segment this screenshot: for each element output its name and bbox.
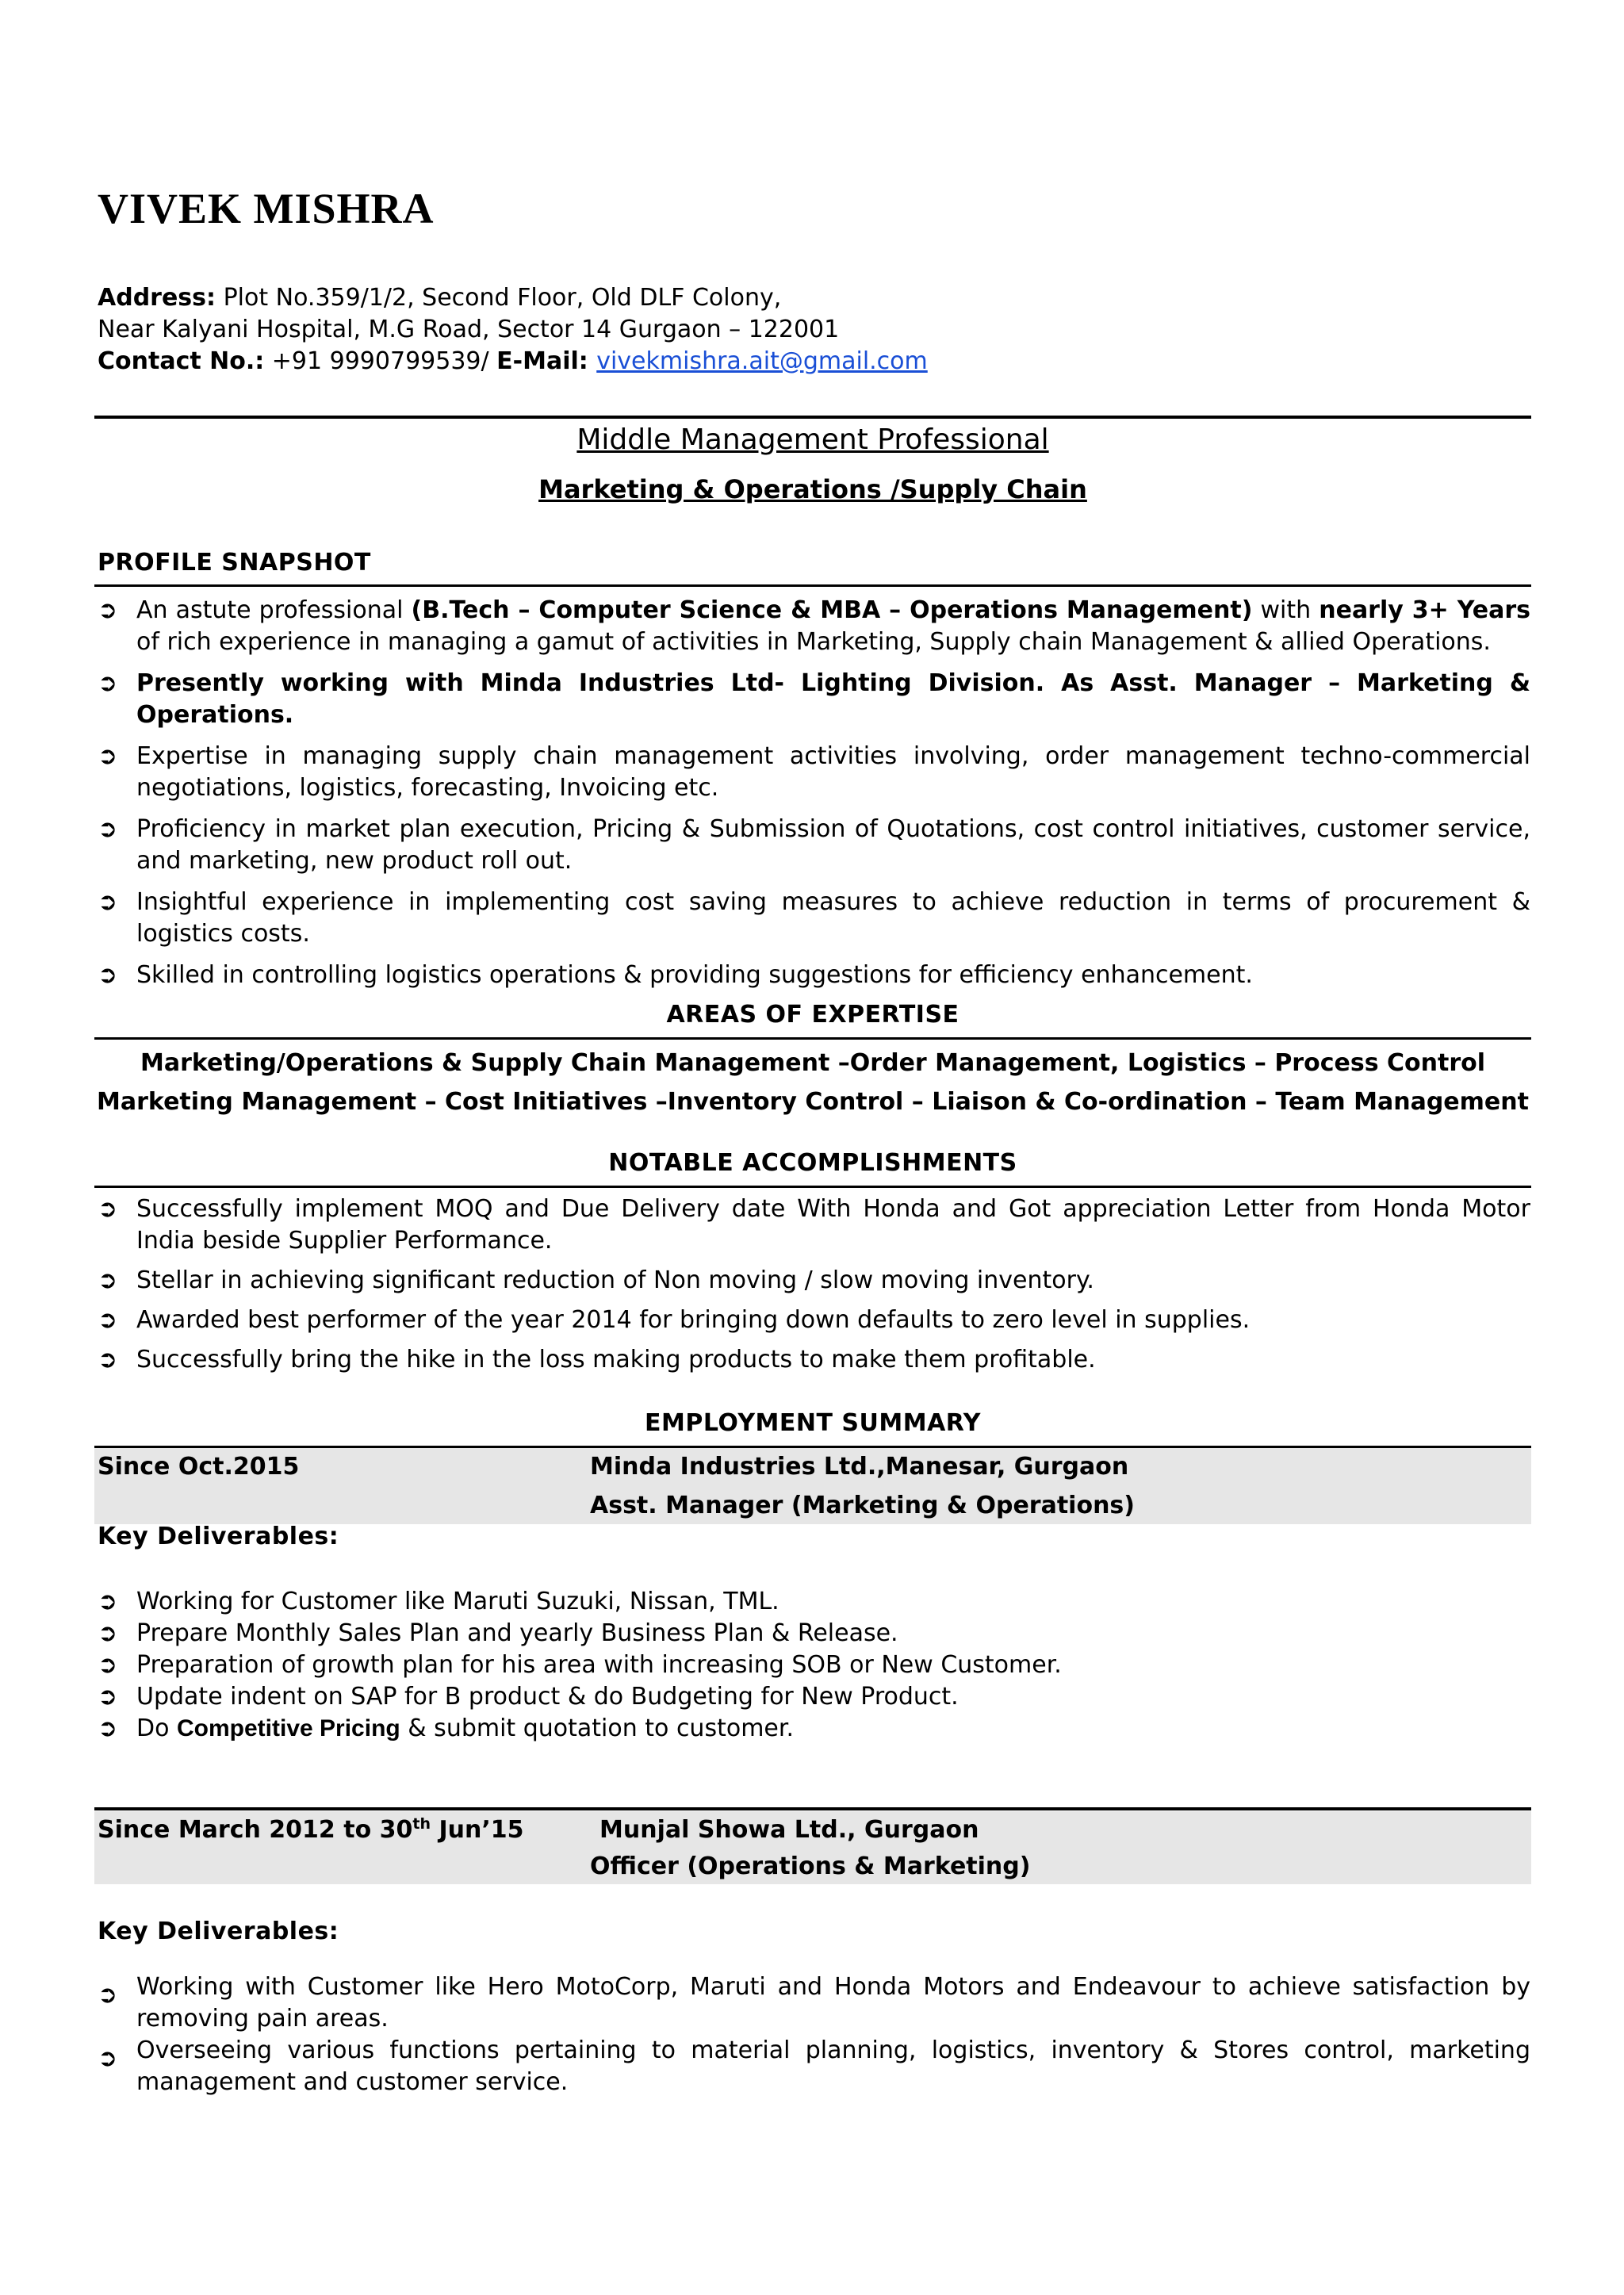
job2-period-sup: th: [412, 1815, 431, 1833]
expertise-line-2: Marketing Management – Cost Initiatives –Inventory Control – Liaison & Co-ordination – Team Management: [97, 1088, 1529, 1116]
arrow-bullet-icon: ➲: [98, 2044, 118, 2072]
list-item: [98, 1618, 1530, 1649]
job2-period: [98, 1816, 523, 1844]
accomplishments-divider: [94, 1186, 1531, 1188]
deliverable-text: Update indent on SAP for B product & do Budgeting for New Product.: [136, 1683, 959, 1711]
accomplishment-text: Awarded best performer of the year 2014 for bringing down defaults to zero level in supplies.: [136, 1306, 1251, 1334]
list-item: [98, 1305, 1530, 1336]
job2-role: Officer (Operations & Marketing): [590, 1852, 1031, 1880]
accomplishment-text: Stellar in achieving significant reduction of Non moving / slow moving inventory.: [136, 1266, 1094, 1294]
deliverable-text: & submit quotation to customer.: [400, 1715, 794, 1742]
job1-key-deliverables-label: Key Deliverables:: [98, 1523, 339, 1550]
list-item: [98, 1649, 1530, 1681]
email-link[interactable]: vivekmishra.ait@gmail.com: [596, 347, 928, 375]
profile-years: nearly 3+ Years: [1319, 596, 1530, 624]
current-position: Presently working with Minda Industries Ltd- Lighting Division. As Asst. Manager – Marketing & Operations.: [136, 669, 1530, 729]
expertise-title: AREAS OF EXPERTISE: [666, 1001, 959, 1029]
headline: Middle Management Professional: [576, 423, 1049, 456]
accomplishments-title: NOTABLE ACCOMPLISHMENTS: [608, 1149, 1017, 1177]
arrow-bullet-icon: ➲: [98, 1651, 118, 1679]
profile-degree: (B.Tech – Computer Science & MBA – Operations Management): [411, 596, 1253, 624]
deliverable-highlight: Competitive Pricing: [177, 1715, 400, 1741]
list-item: [98, 1265, 1530, 1297]
list-item: [98, 2035, 1530, 2098]
arrow-bullet-icon: ➲: [98, 815, 118, 843]
arrow-bullet-icon: ➲: [98, 1266, 118, 1294]
accomplishment-text: Successfully bring the hike in the loss making products to make them profitable.: [136, 1346, 1096, 1374]
arrow-bullet-icon: ➲: [98, 1306, 118, 1334]
contact-line: [98, 346, 1525, 377]
arrow-bullet-icon: ➲: [98, 1715, 118, 1742]
deliverable-text: Overseeing various functions pertaining to material planning, logistics, inventory & Stores control, marketing management and customer service.: [136, 2036, 1530, 2096]
job2-key-deliverables-label: Key Deliverables:: [98, 1918, 339, 1945]
address-line-1: [98, 282, 1525, 314]
deliverable-text: Preparation of growth plan for his area with increasing SOB or New Customer.: [136, 1651, 1062, 1679]
arrow-bullet-icon: ➲: [98, 1981, 118, 2009]
profile-text: with: [1252, 596, 1320, 624]
expertise-list: [94, 1044, 1531, 1121]
contact-block: [98, 282, 1525, 377]
list-item: [98, 960, 1530, 991]
arrow-bullet-icon: ➲: [98, 1346, 118, 1374]
accomplishment-bullets: [98, 1193, 1530, 1384]
deliverable-text: Do: [136, 1715, 177, 1742]
deliverable-text: Working for Customer like Maruti Suzuki, Nissan, TML.: [136, 1588, 779, 1615]
candidate-name: VIVEK MISHRA: [98, 185, 435, 232]
list-item: [98, 1586, 1530, 1618]
profile-snapshot-title: PROFILE SNAPSHOT: [98, 549, 371, 577]
profile-text: Skilled in controlling logistics operations & providing suggestions for efficiency enhancement.: [136, 961, 1253, 989]
profile-text: An astute professional: [136, 596, 412, 624]
profile-text: Proficiency in market plan execution, Pricing & Submission of Quotations, cost control initiatives, customer service, and marketing, new product roll out.: [136, 815, 1530, 875]
arrow-bullet-icon: ➲: [98, 1683, 118, 1711]
job1-role: Asst. Manager (Marketing & Operations): [590, 1492, 1135, 1519]
list-item: [98, 1344, 1530, 1376]
job1-company: Minda Industries Ltd.,Manesar, Gurgaon: [590, 1453, 1129, 1481]
list-item: [98, 1971, 1530, 2035]
address-line-2: Near Kalyani Hospital, M.G Road, Sector 14 Gurgaon – 122001: [98, 316, 840, 343]
list-item: [98, 887, 1530, 950]
arrow-bullet-icon: ➲: [98, 961, 118, 989]
subheadline: Marketing & Operations /Supply Chain: [538, 474, 1087, 504]
list-item: [98, 741, 1530, 804]
list-item: [98, 1193, 1530, 1257]
profile-text: of rich experience in managing a gamut of activities in Marketing, Supply chain Management & allied Operations.: [136, 628, 1491, 656]
job1-period: Since Oct.2015: [98, 1453, 300, 1481]
contact-label: Contact No.:: [98, 347, 265, 375]
deliverable-text: Working with Customer like Hero MotoCorp, Maruti and Honda Motors and Endeavour to achieve satisfaction by removing pain areas.: [136, 1973, 1530, 2033]
profile-divider: [94, 584, 1531, 587]
profile-bullets: [98, 595, 1530, 1001]
email-label: E-Mail:: [496, 347, 597, 375]
arrow-bullet-icon: ➲: [98, 1619, 118, 1647]
job2-period-end: Jun’15: [431, 1816, 524, 1844]
job2-company: Munjal Showa Ltd., Gurgaon: [599, 1816, 979, 1844]
job2-period-start: Since March 2012 to 30: [98, 1816, 413, 1844]
deliverable-text: Prepare Monthly Sales Plan and yearly Business Plan & Release.: [136, 1619, 898, 1647]
header-divider: [94, 416, 1531, 419]
job2-deliverables: [98, 1971, 1530, 2098]
arrow-bullet-icon: ➲: [98, 669, 118, 697]
address-label: Address:: [98, 284, 216, 312]
job2-divider: [94, 1807, 1531, 1810]
list-item: [98, 1713, 1530, 1745]
list-item: [98, 814, 1530, 877]
job1-deliverables: [98, 1586, 1530, 1745]
profile-text: Expertise in managing supply chain management activities involving, order management techno-commercial negotiations, logistics, forecasting, Invoicing etc.: [136, 742, 1530, 802]
profile-text: Insightful experience in implementing cost saving measures to achieve reduction in terms of procurement & logistics costs.: [136, 888, 1530, 948]
expertise-divider: [94, 1037, 1531, 1040]
list-item: [98, 668, 1530, 731]
accomplishment-text: Successfully implement MOQ and Due Delivery date With Honda and Got appreciation Letter from Honda Motor India beside Supplier Performance.: [136, 1195, 1530, 1255]
list-item: [98, 595, 1530, 658]
phone-number: +91 9990799539/: [264, 347, 497, 375]
employment-title: EMPLOYMENT SUMMARY: [645, 1409, 981, 1437]
arrow-bullet-icon: ➲: [98, 1195, 118, 1223]
arrow-bullet-icon: ➲: [98, 742, 118, 770]
expertise-line-1: Marketing/Operations & Supply Chain Management –Order Management, Logistics – Process Control: [140, 1049, 1486, 1077]
arrow-bullet-icon: ➲: [98, 1588, 118, 1615]
arrow-bullet-icon: ➲: [98, 888, 118, 916]
arrow-bullet-icon: ➲: [98, 596, 118, 624]
list-item: [98, 1681, 1530, 1713]
address-text: Plot No.359/1/2, Second Floor, Old DLF Colony,: [216, 284, 782, 312]
